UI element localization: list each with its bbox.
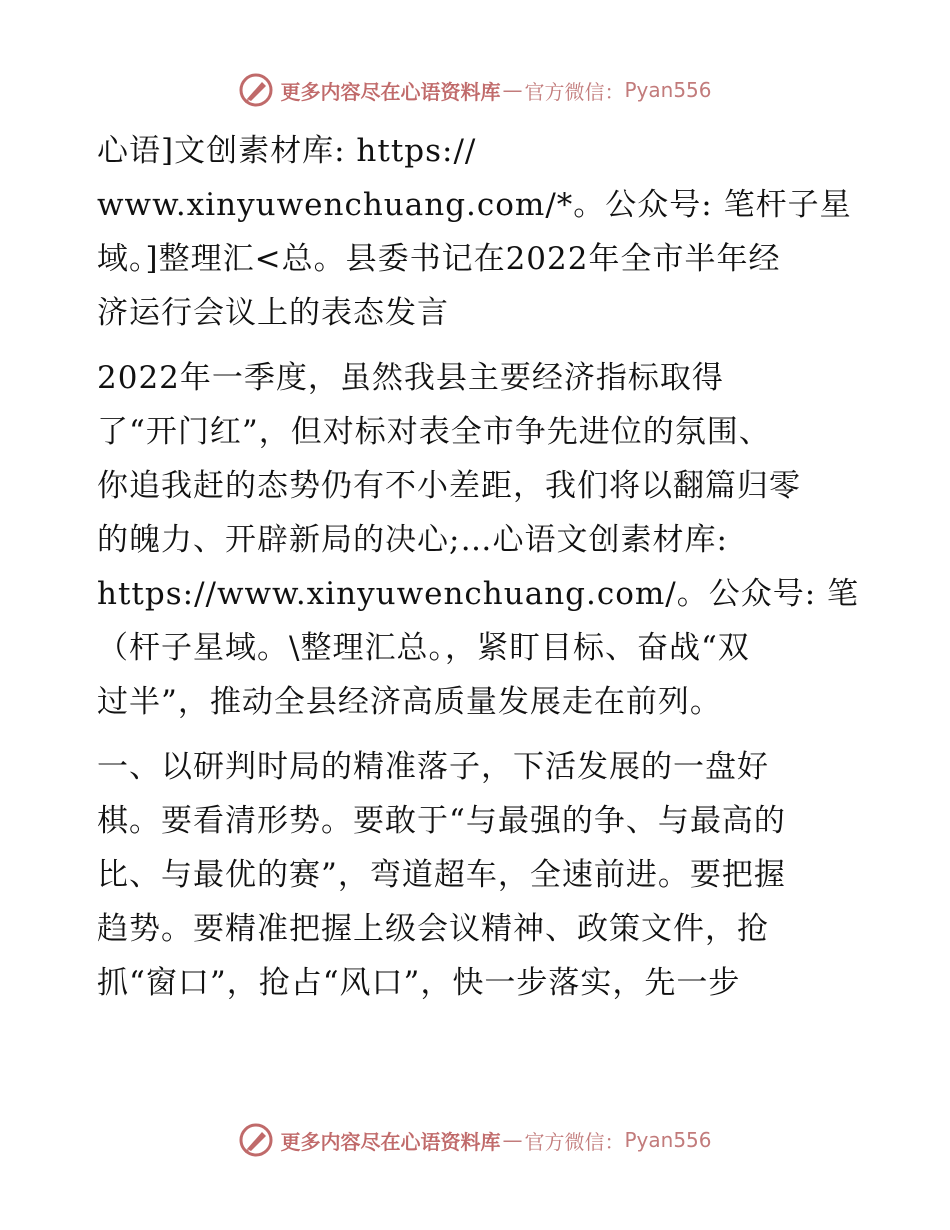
watermark-dash: —: [502, 1128, 523, 1152]
text-line: 了“开门红”，但对标对表全市争先进位的氛围、: [97, 414, 771, 450]
text-line: www.xinyuwenchuang.com/*。公众号: 笔杆子星: [97, 187, 852, 223]
pen-logo-icon: [238, 1122, 274, 1158]
paragraph-intro: [97, 351, 860, 729]
watermark-main-text: 更多内容尽在心语资料库: [280, 79, 501, 104]
watermark-official-label: 官方微信：: [524, 79, 625, 104]
text-line: 2022年一季度，虽然我县主要经济指标取得: [97, 360, 724, 396]
text-line: 趋势。要精准把握上级会议精神、政策文件，抢: [97, 911, 769, 947]
watermark-dash: —: [502, 78, 523, 102]
text-line: https://www.xinyuwenchuang.com/。公众号: 笔: [97, 576, 860, 612]
text-line: 的魄力、开辟新局的决心;…心语文创素材库:: [97, 522, 728, 558]
watermark-main-text: 更多内容尽在心语资料库: [280, 1129, 501, 1154]
text-line: 域。]整理汇<总。县委书记在2022年全市半年经: [97, 241, 781, 277]
text-line: 抓“窗口”，抢占“风口”，快一步落实，先一步: [97, 965, 741, 1001]
text-line: （杆子星域。\整理汇总。，紧盯目标、奋战“双: [97, 630, 750, 666]
watermark-header: [0, 70, 950, 110]
text-line: 你追我赶的态势仍有不小差距，我们将以翻篇归零: [97, 468, 801, 504]
document-body: [97, 124, 860, 1021]
text-line: 过半”，推动全县经济高质量发展走在前列。: [97, 684, 722, 720]
paragraph-title: [97, 124, 857, 340]
text-line: 一、以研判时局的精准落子，下活发展的一盘好: [97, 749, 769, 785]
text-line: 棋。要看清形势。要敢于“与最强的争、与最高的: [97, 803, 786, 839]
watermark-official-label: 官方微信：: [524, 1129, 625, 1154]
paragraph-section-one: [97, 740, 857, 1010]
watermark-footer: [0, 1120, 950, 1160]
watermark-wechat-id: Pyan556: [624, 78, 712, 102]
text-line: 济运行会议上的表态发言: [97, 295, 449, 331]
text-line: 比、与最优的赛”，弯道超车，全速前进。要把握: [97, 857, 786, 893]
text-line: 心语]文创素材库: https://: [97, 133, 477, 169]
watermark-wechat-id: Pyan556: [624, 1128, 712, 1152]
pen-logo-icon: [238, 72, 274, 108]
